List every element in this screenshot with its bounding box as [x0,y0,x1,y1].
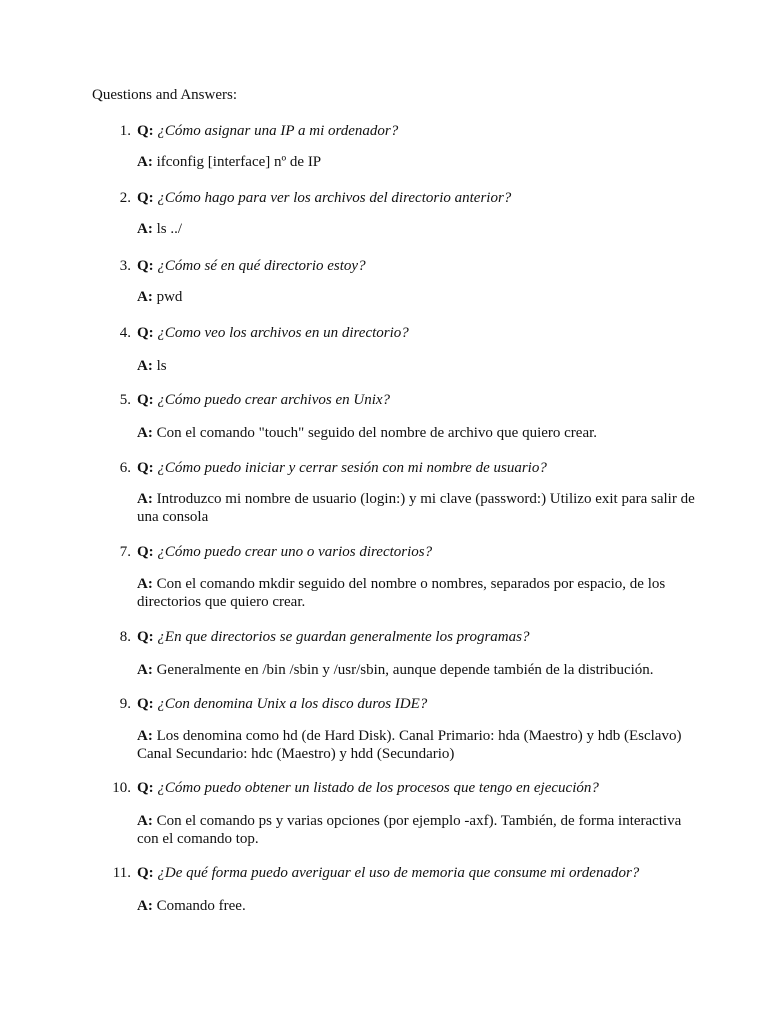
answer [137,153,697,171]
answer-label: A: [137,576,153,592]
answer-label: A: [137,662,153,678]
answer [137,490,697,526]
question [137,864,639,882]
item-number: 7. [119,544,131,560]
question [137,257,366,275]
question-label: Q: [137,865,154,881]
answer [137,812,697,848]
question-label: Q: [137,123,154,139]
answer-label: A: [137,289,153,305]
question-text: ¿Cómo puedo crear archivos en Unix? [157,392,391,408]
question-text: ¿Cómo puedo iniciar y cerrar sesión con mi nombre de usuario? [157,460,547,476]
answer-text: Comando free. [156,898,246,914]
question [137,543,432,561]
question-text: ¿Cómo puedo crear uno o varios directorios? [157,544,433,560]
question-text: ¿En que directorios se guardan generalmente los programas? [157,629,530,645]
answer-label: A: [137,358,153,374]
question-label: Q: [137,190,154,206]
answer-label: A: [137,425,153,441]
question [137,628,529,646]
question [137,779,599,797]
answer [137,727,697,763]
question [137,391,390,409]
item-number: 3. [119,258,131,274]
answer-text: Los denomina como hd (de Hard Disk). Canal Primario: hda (Maestro) y hdb (Esclavo) Canal Secundario: hdc (Maestro) y hdd (Secundario) [137,728,682,762]
answer-text: ls ../ [156,221,183,237]
question-label: Q: [137,696,154,712]
answer-label: A: [137,221,153,237]
question-text: ¿Cómo puedo obtener un listado de los procesos que tengo en ejecución? [157,780,599,796]
item-number: 4. [119,325,131,341]
answer-label: A: [137,491,153,507]
answer-text: Generalmente en /bin /sbin y /usr/sbin, aunque depende también de la distribución. [156,662,654,678]
answer-text: pwd [156,289,183,305]
item-number: 5. [119,392,131,408]
answer-text: Con el comando ps y varias opciones (por ejemplo -axf). También, de forma interactiva con el comando top. [137,813,682,847]
answer-label: A: [137,813,153,829]
item-number: 6. [119,460,131,476]
question [137,324,409,342]
answer [137,357,697,375]
answer-label: A: [137,898,153,914]
answer [137,575,697,611]
question [137,189,511,207]
question [137,122,398,140]
question-text: ¿Cómo asignar una IP a mi ordenador? [157,123,399,139]
question-label: Q: [137,629,154,645]
question-label: Q: [137,544,154,560]
question [137,695,427,713]
question-text: ¿Como veo los archivos en un directorio? [157,325,409,341]
item-number: 10. [112,780,131,796]
answer-label: A: [137,154,153,170]
answer-text: ifconfig [interface] nº de IP [156,154,322,170]
question-label: Q: [137,392,154,408]
answer [137,424,697,442]
item-number: 11. [112,865,131,881]
question-text: ¿De qué forma puedo averiguar el uso de memoria que consume mi ordenador? [157,865,640,881]
question-label: Q: [137,258,154,274]
answer-text: Con el comando mkdir seguido del nombre o nombres, separados por espacio, de los directorios que quiero crear. [137,576,666,610]
question-text: ¿Con denomina Unix a los disco duros IDE? [157,696,428,712]
item-number: 8. [119,629,131,645]
answer [137,661,697,679]
question-text: ¿Cómo hago para ver los archivos del directorio anterior? [157,190,512,206]
answer [137,897,697,915]
page-heading: Questions and Answers: [92,87,237,103]
item-number: 1. [119,123,131,139]
question-text: ¿Cómo sé en qué directorio estoy? [157,258,366,274]
answer [137,220,697,238]
answer [137,288,697,306]
answer-label: A: [137,728,153,744]
answer-text: ls [156,358,167,374]
question [137,459,547,477]
question-label: Q: [137,325,154,341]
question-label: Q: [137,460,154,476]
question-label: Q: [137,780,154,796]
answer-text: Introduzco mi nombre de usuario (login:) y mi clave (password:) Utilizo exit para salir de una consola [137,491,695,525]
item-number: 9. [119,696,131,712]
answer-text: Con el comando "touch" seguido del nombre de archivo que quiero crear. [156,425,598,441]
item-number: 2. [119,190,131,206]
